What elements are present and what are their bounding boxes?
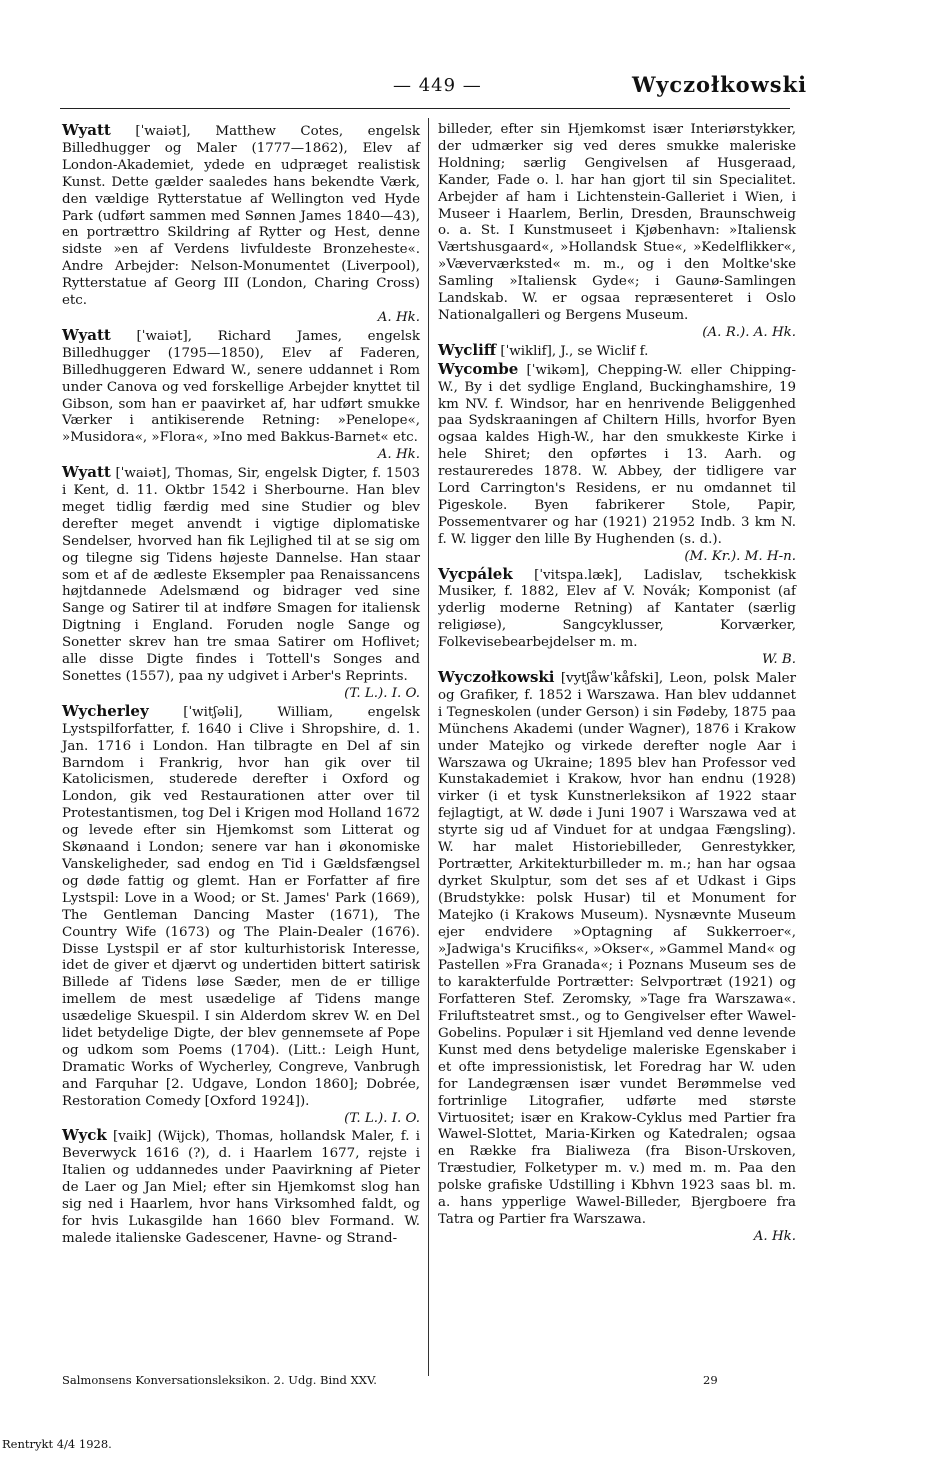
entry-text: billeder, efter sin Hjemkomst især Interiørstykker, der udmærker sig ved deres smukke maleriske Holdning; særlig Gengivelsen af Husgeraad, Kander, Fade o. l. har han gjort til sin Specialitet. Arbejder af ham i Lichtenstein-Galleriet i Wien, i Museer i Haarlem, Berlin, Dresden, Braunschweig o. a. St. I Kunstmuseet i Kjøbenhavn: »Italiensk Værtshusgaard«, »Hollandsk Stue«, »Kedelflikker«, »Væverværksted« m. m., og i den Moltke'ske Samling »Italiensk Gyde«; i Gaunø-Samlingen Landskab. W. er ogsaa repræsenteret i Oslo Nationalgalleri og Bergens Museum. — [438, 122, 796, 323]
entry-wycherley — [62, 703, 420, 1128]
entry-signature: A. Hk. — [377, 309, 420, 325]
entry-wyck-continued — [438, 122, 796, 342]
entry-wycombe — [438, 361, 796, 566]
entry-text: [ˈvitspa.læk], Ladislav, tschekkisk Musiker, f. 1882, Elev af V. Novák; Komponist (af yderlig moderne Retning) af Kantater (særlig religiøse), Sangcyklusser, Korværker, Folkevisebearbejdelser m. m. — [438, 567, 796, 651]
entry-wyatt-matthew — [62, 122, 420, 327]
entry-signature: (T. L.). I. O. — [344, 1110, 420, 1126]
entry-text: [ˈwaiət], Matthew Cotes, engelsk Billedhugger og Maler (1777—1862), Elev af London-Akademiet, ydede en udpræget realistisk Kunst. Dette gælder saaledes hans bekendte Værk, den vældige Rytterstatue af Wellington ved Hyde Park (udført sammen med Sønnen James 1840—43), en portrættro Skildring af Rytter og Hest, denne sidste »en af Verdens livfuldeste Bronzeheste«. Andre Arbejder: Nelson-Monumentet (Liverpool), Rytterstatue af Georg III (London, Charing Cross) etc. — [62, 124, 420, 309]
entry-vycpalek — [438, 566, 796, 669]
entry-text: [vaik] (Wijck), Thomas, hollandsk Maler, f. i Beverwyck 1616 (?), d. i Haarlem 1677, rejste i Italien og uddannedes under Paavirkning af Pieter de Laer og Jan Miel; efter sin Hjemkomst slog han sig ned i Haarlem, hvor hans Virksomhed faldt, og for hvis Lukasgilde han 1660 blev Formand. W. malede italienske Gadescener, Havne- og Strand- — [62, 1129, 420, 1246]
entry-signature: (M. Kr.). M. H-n. — [684, 548, 796, 564]
entry-headword: Vycpálek — [438, 564, 513, 583]
entry-signature: W. B. — [761, 652, 796, 668]
running-head: Wyczołkowski — [632, 72, 808, 97]
entry-headword: Wyatt — [62, 463, 111, 482]
left-column — [62, 122, 420, 1248]
entry-headword: Wyatt — [62, 325, 111, 344]
entry-wyatt-richard — [62, 327, 420, 464]
entry-headword: Wyatt — [62, 121, 111, 139]
entry-signature: A. Hk. — [377, 447, 420, 463]
sheet-number: 29 — [703, 1373, 718, 1387]
reprint-note: Rentrykt 4/4 1928. — [2, 1437, 112, 1451]
entry-headword: Wycliff — [438, 340, 497, 359]
entry-text: [ˈwitʃəli], William, engelsk Lystspilforfatter, f. 1640 i Clive i Shropshire, d. 1. Jan. 1716 i London. Han tilbragte en Del af sin Barndom i Frankrig, hvor han gik over til Katolicismen, studerede derefter i Oxford og London, gik ved Restaurationen atter over til Protestantismen, tog Del i Krigen mod Holland 1672 og levede efter sin Hjemkomst som Litterat og Skønaand i London; senere var han i økonomiske Vanskeligheder, sad endog en Tid i Gældsfængsel og døde fattig og glemt. Han er Forfatter af fire Lystspil: Love in a Wood; or St. James' Park (1669), The Gentleman Dancing Master (1671), The Country Wife (1673) og The Plain-Dealer (1676). Disse Lystspil er af stor kulturhistorisk Interesse, idet de giver et djærvt og undertiden bittert satirisk Billede af Tidens løse Sæder, men de er tillige imellem de mest usædelige af Tidens mange usædelige Skuespil. I sin Alderdom skrev W. en Del lidet betydelige Digte, der blev gennemsete af Pope og udkom som Poems (1704). (Litt.: Leigh Hunt, Dramatic Works of Wycherley, Congreve, Vanbrugh and Farquhar [2. Udgave, London 1860]; Dobrée, Restoration Comedy [Oxford 1924]). — [62, 704, 420, 1109]
entry-text: [ˈwikəm], Chepping-W. eller Chipping-W., By i det sydlige England, Buckinghamshire, 19 km NV. f. Windsor, har en henrivende Beliggenhed paa Sydskraaningen af Chiltern Hills, hvorfor Byen ogsaa kaldes High-W., har den smukkeste Kirke i hele Shiret; den opførtes i 13. Aarh. og restaureredes 1878. W. Abbey, der tidligere var Lord Carrington's Residens, er nu omdannet til Pigeskole. Byen fabrikerer Stole, Papir, Possementvarer og har (1921) 21952 Indb. 3 km N. f. W. ligger den lille By Hughenden (s. d.). — [438, 362, 796, 547]
entry-text: [vytʃåwˈkåfski], Leon, polsk Maler og Grafiker, f. 1852 i Warszawa. Han blev uddannet i Tegneskolen (under Gerson) i sin Fødeby, 1875 paa Münchens Akademi (under Wagner), 1876 i Krakow under Matejko og virkede derefter nogle Aar i Warszawa og Ukraine; 1895 blev han Professor ved Kunstakademiet i Krakow, hvor han endnu (1928) virker (i et tysk Kunstnerleksikon af 1922 staar fejlagtigt, at W. døde i Juni 1907 i Warszawa ved at styrte sig ud af Vinduet for at undgaa Fængsling). W. har malet Historiebilleder, Genrestykker, Portrætter, Arkitekturbilleder m. m.; han har ogsaa dyrket Skulptur, som det ses af et Udkast i Gips (Brudstykke: polsk Husar) til et Monument for Matejko (i Krakows Museum). Nysnævnte Museum ejer endvidere »Optagning af Sukkerroer«, »Jadwiga's Krucifiks«, »Okser«, »Gammel Mand« og Pastellen »Fra Granada«; i Poznans Museum ses de to karakterfulde Portrætter: Selvportræt (1921) og Forfatteren Stef. Zeromsky, »Tage fra Warszawa«. Friluftsteatret smst., og to Gengivelser efter Wawel-Gobelins. Populær i sit Hjemland ved denne levende Kunst med dens betydelige maleriske Egenskaber i et ofte impressionistisk, let Foredrag har W. uden for Landegrænsen især vundet Berømmelse ved fortrinlige Litografier, udførte med største Virtuositet; især en Krakow-Cyklus med Partier fra Wawel-Slottet, Maria-Kirken og Katedralen; ogsaa en Række fra Bialiweza (fra Bison-Urskoven, Træstudier, Folketyper m. v.) med m. m. Paa den polske grafiske Udstilling i Kbhvn 1923 saas bl. m. a. hans ypperlige Wawel-Billeder, Bjergboere fra Tatra og Partier fra Warszawa. — [438, 671, 796, 1227]
entry-signature: A. Hk. — [753, 1228, 796, 1244]
entry-text: [ˈwaiət], Thomas, Sir, engelsk Digter, f. 1503 i Kent, d. 11. Oktbr 1542 i Sherbourne. Han blev meget tidlig færdig med sine Studier og blev derefter meget anvendt i vigtige diplomatiske Sendelser, hvorved han fik Lejlighed til at se sig om og tilegne sig Tidens højeste Dannelse. Han staar som et af de ædleste Eksempler paa Renaissancens højtdannede Adelsmænd og bidrager ved sine Sange og Satirer til at indføre Smagen for italiensk Digtning i England. Foruden nogle Sange og Sonetter skrev han tre smaa Satirer om Hoflivet; alle disse Digte findes i Tottell's Songes and Sonettes (1557), paa ny udgivet i Arber's Reprints. — [62, 466, 420, 684]
entry-headword: Wycombe — [438, 359, 519, 378]
entry-text: [ˈwaiət], Richard James, engelsk Billedhugger (1795—1850), Elev af Faderen, Billedhuggeren Edward W., senere uddannet i Rom under Canova og ved forskellige Arbejder knyttet til Gibson, som han er paavirket af, har udført smukke Værker i antikiserende Retning: »Penelope«, »Musidora«, »Flora«, »Ino med Bakkus-Barnet« etc. — [62, 328, 420, 446]
entry-signature: (T. L.). I. O. — [344, 685, 420, 701]
entry-wycliff — [438, 342, 796, 361]
entry-headword: Wycherley — [62, 701, 149, 720]
entry-wyatt-thomas — [62, 464, 420, 703]
entry-wyck — [62, 1127, 420, 1247]
entry-headword: Wyczołkowski — [438, 668, 555, 686]
entry-wyczolkowski — [438, 669, 796, 1246]
publication-footer: Salmonsens Konversationsleksikon. 2. Udg. Bind XXV. — [62, 1373, 377, 1387]
entry-text: [ˈwiklif], J., se Wiclif f. — [500, 343, 649, 359]
entry-headword: Wyck — [62, 1126, 107, 1145]
header-rule — [60, 108, 790, 109]
page-number: — 449 — — [393, 75, 482, 96]
right-column — [438, 122, 796, 1246]
column-divider — [428, 118, 429, 1376]
entry-signature: (A. R.). A. Hk. — [702, 324, 796, 340]
